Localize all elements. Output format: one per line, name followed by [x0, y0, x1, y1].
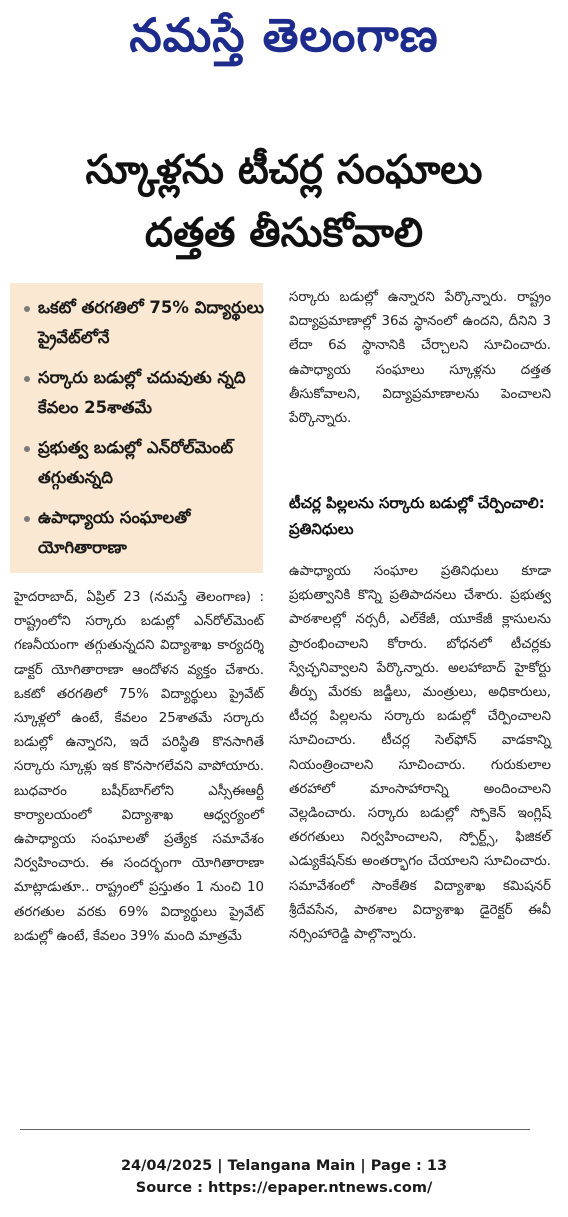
headline-line-2: దత్తత తీసుకోవాలి [144, 210, 424, 256]
highlight-item [24, 503, 270, 563]
highlight-text: సర్కారు బడుల్లో చదువుతు న్నది కేవలం 25శాతమే [38, 368, 246, 417]
bullet-icon [24, 306, 30, 312]
bullet-icon [24, 446, 30, 452]
highlight-text: ఒకటో తరగతిలో 75% విద్యార్థులు ప్రైవేట్‌లోనే [38, 298, 265, 347]
article-body-right-bottom: ఉపాధ్యాయ సంఘాల ప్రతినిధులు కూడా ప్రభుత్వానికి కొన్ని ప్రతిపాదనలు చేశారు. ప్రభుత్వ పాఠశాలల్లో నర్సరీ, ఎల్‌కేజీ, యూకేజీ క్లాసులను ప్రారంభించాలని కోరారు. బోధనలో టీచర్లకు స్వేచ్ఛనివ్వాలని పేర్కొన్నారు. అలహాబాద్ హైకోర్టు తీర్పు మేరకు జడ్జీలు, మంత్రులు, అధికారులు, టీచర్ల పిల్లలను సర్కారు బడుల్లో చేర్పించాలని సూచించారు. టీచర్ల సెల్‌ఫోన్ వాడకాన్ని నియంత్రించాలని సూచించారు. గురుకులాల తరహాలో మాంసాహారాన్ని అందించాలని వెల్లడించారు. సర్కారు బడుల్లో స్పోకెన్ ఇంగ్లిష్ తరగతులు నిర్వహించాలని, స్పోర్ట్స్, ఫిజికల్ ఎడ్యుకేషన్‌కు అంతర్భాగం చేయాలని సూచించారు. సమావేశంలో సాంకేతిక విద్యాశాఖ కమిషనర్ శ్రీదేవసేన, పాఠశాల విద్యాశాఖ డైరెక్టర్ ఈవీ నర్సింహారెడ్డి పాల్గొన్నారు. [289, 564, 551, 943]
bullet-icon [24, 516, 30, 522]
footer-divider [20, 1129, 530, 1130]
highlight-text: ప్రభుత్వ బడుల్లో ఎన్‌రోల్‌మెంట్ తగ్గుతున్నది [38, 438, 234, 487]
highlights-box [10, 283, 263, 573]
highlight-item [24, 363, 270, 423]
footer-source: Source : https://epaper.ntnews.com/ [135, 1180, 433, 1196]
footer-edition-info: 24/04/2025 | Telangana Main | Page : 13 [120, 1158, 448, 1174]
highlight-text: ఉపాధ్యాయ సంఘాలతో యోగితారాణా [38, 508, 191, 557]
highlight-item [24, 293, 270, 353]
headline-line-1: స్కూళ్లను టీచర్ల సంఘాలు [85, 147, 483, 193]
article-body-left: హైదరాబాద్, ఏప్రిల్ 23 (నమస్తే తెలంగాణ) : రాష్ట్రంలోని సర్కారు బడుల్లో ఎన్‌రోల్‌మెంట్ గణనీయంగా తగ్గుతున్నదని విద్యాశాఖ కార్యదర్శి డాక్టర్ యోగితారాణా ఆందోళన వ్యక్తం చేశారు. ఒకటో తరగతిలో 75% విద్యార్థులు ప్రైవేట్ స్కూళ్లలో ఉంటే, కేవలం 25శాతమే సర్కారు బడుల్లో ఉన్నారని, ఇదే పరిస్థితి కొనసాగితే సర్కారు స్కూళ్లు ఇక కొనసాగలేవని వాపోయారు. బుధవారం బషీర్‌బాగ్‌లోని ఎస్సీఈఆర్టీ కార్యాలయంలో విద్యాశాఖ ఆధ్వర్యంలో ఉపాధ్యాయ సంఘాలతో ప్రత్యేక సమావేశం నిర్వహించారు. ఈ సందర్భంగా యోగితారాణా మాట్లాడుతూ.. రాష్ట్రంలో ప్రస్తుతం 1 నుంచి 10 తరగతుల వరకు 69% విద్యార్థులు ప్రైవేట్ బడుల్లో ఉంటే, కేవలం 39% మంది మాత్రమే [14, 590, 264, 944]
article-subheading: టీచర్ల పిల్లలను సర్కారు బడుల్లో చేర్పించాలి: ప్రతినిధులు [289, 494, 545, 538]
bullet-icon [24, 376, 30, 382]
highlight-item [24, 433, 270, 493]
newspaper-masthead: నమస్తే తెలంగాణ [129, 8, 439, 62]
article-body-right-top: సర్కారు బడుల్లో ఉన్నారని పేర్కొన్నారు. రాష్ట్రం విద్యాప్రమాణాల్లో 36వ స్థానంలో ఉందని, దీనిని 3 లేదా 6వ స్థానానికి చేర్చాలని సూచించారు. ఉపాధ్యాయ సంఘాలు స్కూళ్లను దత్తత తీసుకోవాలని, విద్యాప్రమాణాలను పెంచాలని పేర్కొన్నారు. [289, 290, 551, 427]
